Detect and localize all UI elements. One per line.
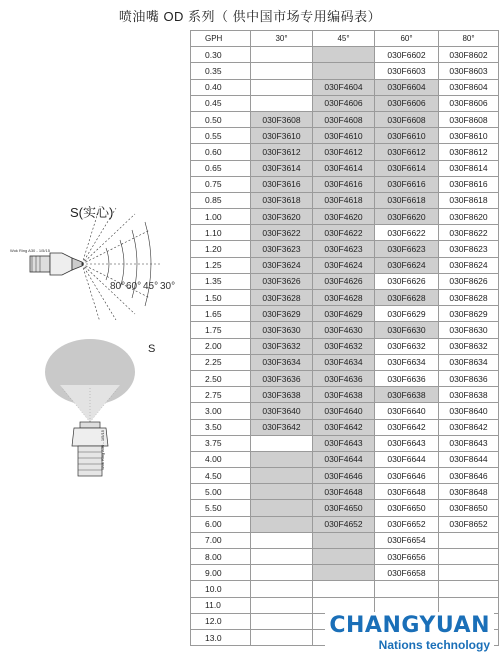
cell-code-80: 030F8644 [439, 451, 499, 467]
cell-code-80: 030F8623 [439, 241, 499, 257]
table-row [191, 532, 499, 548]
cell-gph: 0.35 [191, 63, 251, 79]
cell-code-60: 030F6640 [375, 403, 439, 419]
cell-code-30: 030F3642 [251, 419, 313, 435]
table-row [191, 549, 499, 565]
cell-code-60: 030F6656 [375, 549, 439, 565]
table-row [191, 241, 499, 257]
cell-code-45: 030F4618 [313, 192, 375, 208]
cell-code-60: 030F6652 [375, 516, 439, 532]
table-row [191, 290, 499, 306]
cell-code-45: 030F4626 [313, 273, 375, 289]
cell-code-80: 030F8636 [439, 370, 499, 386]
cell-code-45: 030F4632 [313, 338, 375, 354]
cell-code-30: 030F3612 [251, 144, 313, 160]
cell-code-80: 030F8602 [439, 47, 499, 63]
cell-code-60: 030F6622 [375, 225, 439, 241]
table-row [191, 128, 499, 144]
table-row [191, 581, 499, 597]
table-row [191, 225, 499, 241]
cell-code-80: 030F8624 [439, 257, 499, 273]
cell-gph: 2.00 [191, 338, 251, 354]
cell-code-45 [313, 549, 375, 565]
table-row [191, 468, 499, 484]
cell-code-45 [313, 532, 375, 548]
cell-code-30: 030F3620 [251, 209, 313, 225]
cell-code-60: 030F6606 [375, 95, 439, 111]
cell-code-80: 030F8620 [439, 209, 499, 225]
cell-code-45 [313, 581, 375, 597]
cell-code-60: 030F6638 [375, 387, 439, 403]
cell-code-45: 030F4650 [313, 500, 375, 516]
cell-code-45: 030F4648 [313, 484, 375, 500]
cell-gph: 3.00 [191, 403, 251, 419]
cell-code-30 [251, 549, 313, 565]
table-row [191, 176, 499, 192]
cell-code-60: 030F6614 [375, 160, 439, 176]
table-row [191, 435, 499, 451]
table-row [191, 144, 499, 160]
cell-code-45: 030F4629 [313, 306, 375, 322]
cell-gph: 3.50 [191, 419, 251, 435]
cell-gph: 0.50 [191, 111, 251, 127]
cell-code-30 [251, 451, 313, 467]
cell-code-60: 030F6634 [375, 354, 439, 370]
cell-code-80: 030F8626 [439, 273, 499, 289]
cell-code-60: 030F6643 [375, 435, 439, 451]
cell-code-80: 030F8638 [439, 387, 499, 403]
nozzle-code-table [190, 30, 499, 646]
table-row [191, 419, 499, 435]
cell-code-45: 030F4606 [313, 95, 375, 111]
cell-code-45: 030F4652 [313, 516, 375, 532]
cell-code-30: 030F3628 [251, 290, 313, 306]
cell-gph: 1.00 [191, 209, 251, 225]
cell-code-80: 030F8614 [439, 160, 499, 176]
cell-code-30: 030F3610 [251, 128, 313, 144]
nozzle-marking-bottom: Wok Ring A30 - 1/5/15 [100, 430, 105, 470]
cell-gph: 2.25 [191, 354, 251, 370]
cell-code-60: 030F6616 [375, 176, 439, 192]
cell-gph: 0.30 [191, 47, 251, 63]
cell-code-60 [375, 581, 439, 597]
cell-gph: 13.0 [191, 629, 251, 645]
cell-code-60: 030F6620 [375, 209, 439, 225]
cell-code-45: 030F4612 [313, 144, 375, 160]
cell-code-80: 030F8603 [439, 63, 499, 79]
brand-tagline: Nations technology [378, 638, 490, 652]
table-row [191, 565, 499, 581]
cell-code-30 [251, 500, 313, 516]
cell-code-30: 030F3629 [251, 306, 313, 322]
cell-code-30 [251, 63, 313, 79]
cell-code-80 [439, 532, 499, 548]
table-row [191, 273, 499, 289]
cell-code-45: 030F4640 [313, 403, 375, 419]
cell-code-60: 030F6626 [375, 273, 439, 289]
table-row [191, 451, 499, 467]
cell-code-45 [313, 63, 375, 79]
cell-code-80: 030F8628 [439, 290, 499, 306]
cell-gph: 1.65 [191, 306, 251, 322]
table-row [191, 79, 499, 95]
cell-code-80: 030F8622 [439, 225, 499, 241]
nozzle-spray-diagram [0, 330, 190, 490]
cell-code-45: 030F4614 [313, 160, 375, 176]
cell-code-60: 030F6644 [375, 451, 439, 467]
cell-code-80: 030F8608 [439, 111, 499, 127]
cell-code-60: 030F6628 [375, 290, 439, 306]
cell-gph: 0.65 [191, 160, 251, 176]
cell-code-30 [251, 597, 313, 613]
nozzle-marking-top: Wok Ring A30 - 1/5/15 [10, 248, 50, 253]
cell-code-45 [313, 47, 375, 63]
cell-code-80: 030F8618 [439, 192, 499, 208]
cell-code-80: 030F8646 [439, 468, 499, 484]
header-80: 80° [439, 31, 499, 47]
cell-code-80 [439, 597, 499, 613]
cell-code-45: 030F4636 [313, 370, 375, 386]
cell-code-30 [251, 613, 313, 629]
brand-name: CHANGYUAN [329, 613, 490, 638]
header-60: 60° [375, 31, 439, 47]
cell-code-30: 030F3608 [251, 111, 313, 127]
table-row [191, 192, 499, 208]
table-row [191, 500, 499, 516]
cell-code-80: 030F8652 [439, 516, 499, 532]
cell-gph: 1.35 [191, 273, 251, 289]
cell-code-45: 030F4646 [313, 468, 375, 484]
cell-code-30 [251, 516, 313, 532]
cell-gph: 0.45 [191, 95, 251, 111]
table-row [191, 306, 499, 322]
cell-code-45: 030F4642 [313, 419, 375, 435]
cell-gph: 8.00 [191, 549, 251, 565]
cell-code-30: 030F3614 [251, 160, 313, 176]
cell-code-60: 030F6630 [375, 322, 439, 338]
cell-code-30 [251, 95, 313, 111]
cell-code-30: 030F3622 [251, 225, 313, 241]
cell-code-45: 030F4610 [313, 128, 375, 144]
cell-gph: 0.85 [191, 192, 251, 208]
cell-code-30 [251, 79, 313, 95]
cell-gph: 5.50 [191, 500, 251, 516]
cell-code-80: 030F8604 [439, 79, 499, 95]
cell-code-30: 030F3640 [251, 403, 313, 419]
table-row [191, 322, 499, 338]
header-30: 30° [251, 31, 313, 47]
cell-gph: 0.75 [191, 176, 251, 192]
nozzle-illustration-panel [0, 30, 190, 661]
cell-gph: 4.00 [191, 451, 251, 467]
table-row [191, 209, 499, 225]
cell-gph: 1.20 [191, 241, 251, 257]
table-row [191, 95, 499, 111]
cell-gph: 11.0 [191, 597, 251, 613]
cell-gph: 6.00 [191, 516, 251, 532]
cell-code-45: 030F4623 [313, 241, 375, 257]
table-row [191, 63, 499, 79]
table-row [191, 484, 499, 500]
table-row [191, 257, 499, 273]
cell-gph: 0.40 [191, 79, 251, 95]
cell-gph: 3.75 [191, 435, 251, 451]
cell-code-60: 030F6610 [375, 128, 439, 144]
cell-code-45 [313, 565, 375, 581]
cell-code-60: 030F6646 [375, 468, 439, 484]
cell-code-60: 030F6658 [375, 565, 439, 581]
cell-code-80: 030F8650 [439, 500, 499, 516]
cell-gph: 0.60 [191, 144, 251, 160]
cell-code-60: 030F6604 [375, 79, 439, 95]
cell-code-30: 030F3623 [251, 241, 313, 257]
table-row [191, 111, 499, 127]
s-solid-label: S(实心) [70, 205, 114, 220]
cell-code-45: 030F4634 [313, 354, 375, 370]
cell-gph: 0.55 [191, 128, 251, 144]
cell-code-45: 030F4644 [313, 451, 375, 467]
cell-gph: 2.50 [191, 370, 251, 386]
cell-code-45: 030F4624 [313, 257, 375, 273]
cell-code-80: 030F8632 [439, 338, 499, 354]
cell-code-80: 030F8610 [439, 128, 499, 144]
table-row [191, 47, 499, 63]
cell-gph: 1.50 [191, 290, 251, 306]
cell-code-30 [251, 629, 313, 645]
cell-gph: 9.00 [191, 565, 251, 581]
cell-code-30 [251, 565, 313, 581]
table-row [191, 354, 499, 370]
cell-code-60: 030F6602 [375, 47, 439, 63]
cell-code-80: 030F8606 [439, 95, 499, 111]
cell-code-30 [251, 532, 313, 548]
angle-label-30: 30° [160, 281, 176, 292]
cell-code-30: 030F3616 [251, 176, 313, 192]
s-label: S [148, 343, 156, 355]
cell-code-30: 030F3624 [251, 257, 313, 273]
table-row [191, 597, 499, 613]
cell-code-45: 030F4638 [313, 387, 375, 403]
cell-code-80 [439, 581, 499, 597]
cell-code-45: 030F4643 [313, 435, 375, 451]
brand-logo [325, 612, 494, 654]
cell-code-80: 030F8612 [439, 144, 499, 160]
cell-code-80: 030F8640 [439, 403, 499, 419]
cell-code-30: 030F3618 [251, 192, 313, 208]
cell-code-30: 030F3638 [251, 387, 313, 403]
cell-gph: 10.0 [191, 581, 251, 597]
cell-code-30 [251, 47, 313, 63]
cell-code-60: 030F6608 [375, 111, 439, 127]
cell-gph: 1.10 [191, 225, 251, 241]
cell-code-30 [251, 435, 313, 451]
cell-code-45: 030F4620 [313, 209, 375, 225]
cell-code-80: 030F8648 [439, 484, 499, 500]
table-row [191, 160, 499, 176]
cell-code-80 [439, 549, 499, 565]
page-title: 喷油嘴 OD 系列（ 供中国市场专用编码表） [118, 9, 382, 24]
table-row [191, 338, 499, 354]
cell-code-30: 030F3636 [251, 370, 313, 386]
cell-code-80: 030F8630 [439, 322, 499, 338]
cell-code-60: 030F6642 [375, 419, 439, 435]
cell-code-60: 030F6603 [375, 63, 439, 79]
angle-label-80: 80° [110, 281, 126, 292]
table-body [191, 47, 499, 646]
cell-code-80: 030F8643 [439, 435, 499, 451]
cell-gph: 2.75 [191, 387, 251, 403]
cell-code-60: 030F6654 [375, 532, 439, 548]
cell-code-45: 030F4628 [313, 290, 375, 306]
cell-code-60: 030F6623 [375, 241, 439, 257]
cell-code-30: 030F3634 [251, 354, 313, 370]
cell-code-60: 030F6632 [375, 338, 439, 354]
cell-code-80: 030F8616 [439, 176, 499, 192]
cell-code-60: 030F6624 [375, 257, 439, 273]
cell-code-80: 030F8634 [439, 354, 499, 370]
table-header-row [191, 31, 499, 47]
header-gph: GPH [191, 31, 251, 47]
cell-code-45: 030F4604 [313, 79, 375, 95]
angle-label-45: 45° [143, 281, 159, 292]
cell-code-60: 030F6629 [375, 306, 439, 322]
cell-gph: 12.0 [191, 613, 251, 629]
nozzle-angle-diagram [0, 200, 190, 320]
cell-code-80 [439, 565, 499, 581]
cell-code-45: 030F4622 [313, 225, 375, 241]
angle-label-60: 60° [126, 281, 142, 292]
cell-code-60: 030F6650 [375, 500, 439, 516]
cell-code-30: 030F3632 [251, 338, 313, 354]
table-row [191, 516, 499, 532]
cell-code-30: 030F3626 [251, 273, 313, 289]
cell-gph: 5.00 [191, 484, 251, 500]
table-row [191, 370, 499, 386]
table-row [191, 403, 499, 419]
cell-code-60: 030F6612 [375, 144, 439, 160]
header-45: 45° [313, 31, 375, 47]
table-row [191, 387, 499, 403]
cell-code-30 [251, 581, 313, 597]
cell-code-45 [313, 597, 375, 613]
cell-gph: 4.50 [191, 468, 251, 484]
cell-code-60: 030F6636 [375, 370, 439, 386]
cell-code-45: 030F4616 [313, 176, 375, 192]
cell-gph: 1.75 [191, 322, 251, 338]
cell-code-60: 030F6648 [375, 484, 439, 500]
cell-gph: 7.00 [191, 532, 251, 548]
cell-code-60: 030F6618 [375, 192, 439, 208]
cell-gph: 1.25 [191, 257, 251, 273]
cell-code-30 [251, 484, 313, 500]
cell-code-45: 030F4608 [313, 111, 375, 127]
cell-code-30 [251, 468, 313, 484]
cell-code-80: 030F8629 [439, 306, 499, 322]
cell-code-30: 030F3630 [251, 322, 313, 338]
cell-code-80: 030F8642 [439, 419, 499, 435]
cell-code-45: 030F4630 [313, 322, 375, 338]
cell-code-60 [375, 597, 439, 613]
